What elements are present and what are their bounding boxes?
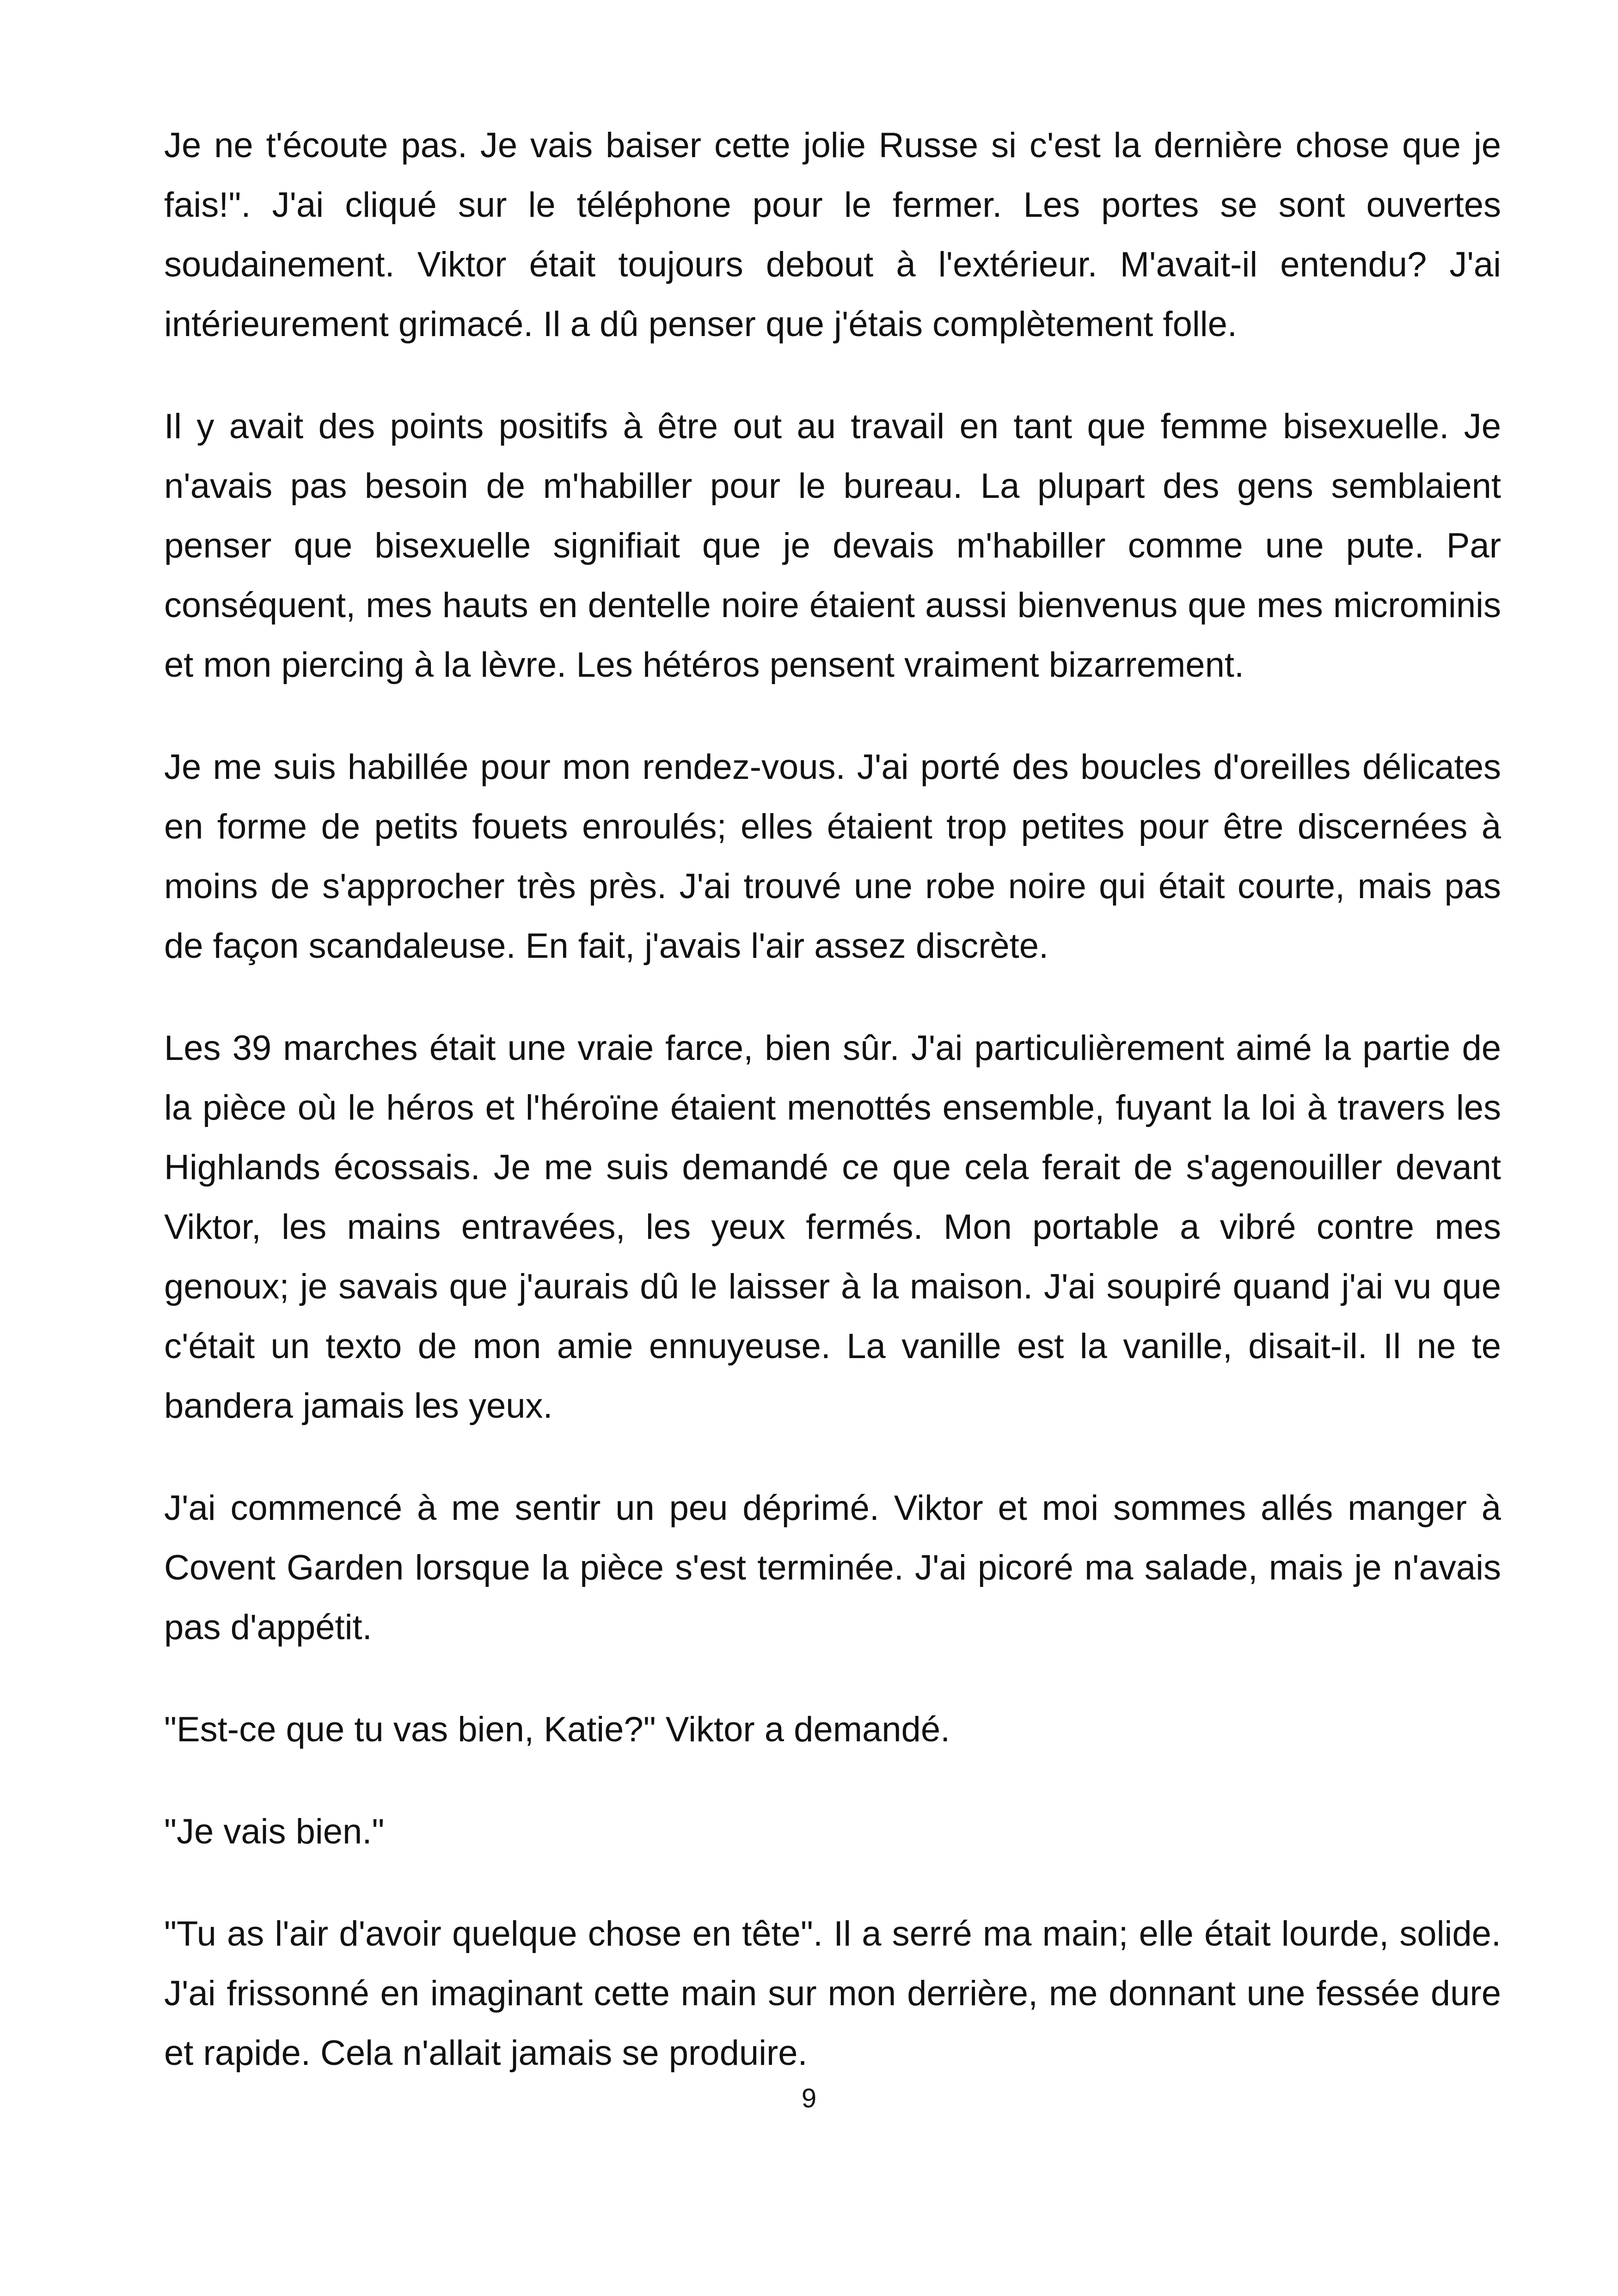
paragraph-4: Les 39 marches était une vraie farce, bien sûr. J'ai particulièrement aimé la partie de la pièce où le héros et l'héroïne étaient menottés ensemble, fuyant la loi à travers les Highlands écossais. Je me suis demandé ce que cela ferait de s'agenouiller devant Viktor, les mains entravées, les yeux fermés. Mon portable a vibré contre mes genoux; je savais que j'aurais dû le laisser à la maison. J'ai soupiré quand j'ai vu que c'était un texto de mon amie ennuyeuse. La vanille est la vanille, disait-il. Il ne te bandera jamais les yeux.: [164, 1029, 1501, 1426]
paragraph-1: Je ne t'écoute pas. Je vais baiser cette jolie Russe si c'est la dernière chose que je fais!". J'ai cliqué sur le téléphone pour le fermer. Les portes se sont ouvertes soudainement. Viktor était toujours debout à l'extérieur. M'avait-il entendu? J'ai intérieurement grimacé. Il a dû penser que j'étais complètement folle.: [164, 126, 1501, 344]
paragraph-6: "Est-ce que tu vas bien, Katie?" Viktor a demandé.: [164, 1710, 950, 1749]
paragraph-8: "Tu as l'air d'avoir quelque chose en tête". Il a serré ma main; elle était lourde, solide. J'ai frissonné en imaginant cette main sur mon derrière, me donnant une fessée dure et rapide. Cela n'allait jamais se produire.: [164, 1914, 1501, 2073]
paragraph-7: "Je vais bien.": [164, 1812, 385, 1851]
paragraph-3: Je me suis habillée pour mon rendez-vous. J'ai porté des boucles d'oreilles délicates en forme de petits fouets enroulés; elles étaient trop petites pour être discernées à moins de s'approcher très près. J'ai trouvé une robe noire qui était courte, mais pas de façon scandaleuse. En fait, j'avais l'air assez discrète.: [164, 747, 1501, 966]
paragraph-5: J'ai commencé à me sentir un peu déprimé. Viktor et moi sommes allés manger à Covent Garden lorsque la pièce s'est terminée. J'ai picoré ma salade, mais je n'avais pas d'appétit.: [164, 1488, 1501, 1647]
page-body: [164, 116, 1501, 2083]
paragraph-2: Il y avait des points positifs à être out au travail en tant que femme bisexuelle. Je n'avais pas besoin de m'habiller pour le bureau. La plupart des gens semblaient penser que bisexuelle signifiait que je devais m'habiller comme une pute. Par conséquent, mes hauts en dentelle noire étaient aussi bienvenus que mes microminis et mon piercing à la lèvre. Les hétéros pensent vraiment bizarrement.: [164, 407, 1501, 685]
page-number: 9: [801, 2083, 817, 2113]
